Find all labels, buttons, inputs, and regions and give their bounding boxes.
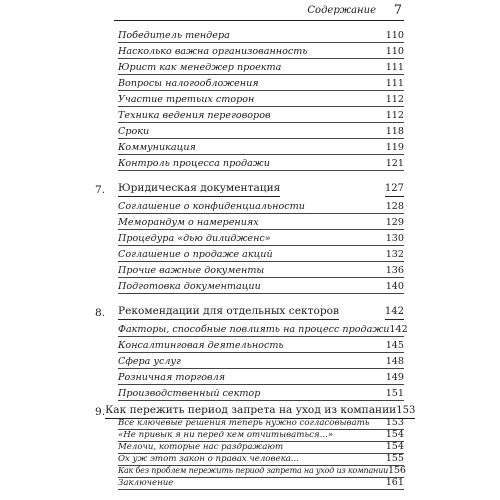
- toc-entry[interactable]: Соглашение о конфиденциальности 128: [118, 201, 404, 212]
- chapter-page: 153: [396, 404, 415, 419]
- toc-entry[interactable]: «Не привык я ни перед кем отчитываться...» 154: [118, 429, 404, 440]
- chapter-title: [118, 486, 170, 498]
- chapter-title: Как пережить период запрета на уход из компании: [105, 404, 396, 419]
- toc-entry[interactable]: Соглашение о продаже акций 132: [118, 249, 404, 260]
- chapter-page: [385, 486, 404, 498]
- toc-entry[interactable]: Победитель тендера 110: [118, 30, 404, 41]
- toc-entry[interactable]: Подготовка документации 140: [118, 281, 404, 292]
- running-title: Содержание: [307, 5, 376, 16]
- toc-entry[interactable]: Ох уж этот закон о правах человека... 155: [118, 453, 404, 464]
- chapter-title: Юридическая документация: [118, 182, 280, 197]
- toc-entry[interactable]: Заключение 161: [118, 477, 404, 488]
- toc-entry[interactable]: Юрист как менеджер проекта 111: [118, 62, 404, 73]
- toc-entry[interactable]: Консалтинговая деятельность 145: [118, 340, 404, 351]
- toc-entry[interactable]: Контроль процесса продажи 121: [118, 158, 404, 169]
- toc-chapter-8[interactable]: [95, 305, 404, 320]
- page-number: 7: [393, 3, 402, 18]
- chapter-number: 9.: [95, 406, 106, 418]
- toc-entry[interactable]: Коммуникация 119: [118, 142, 404, 153]
- toc-entry[interactable]: Как без проблем пережить период запрета на уход из компании 156: [118, 465, 406, 476]
- toc-chapter-7[interactable]: [95, 182, 404, 197]
- toc-entry[interactable]: Насколько важна организованность 110: [118, 46, 404, 57]
- chapter-number: 8.: [95, 307, 106, 319]
- toc-entry[interactable]: Розничная торговля 149: [118, 372, 404, 383]
- toc-entry[interactable]: Техника ведения переговоров 112: [118, 110, 404, 121]
- chapter-page: 142: [385, 305, 404, 320]
- toc-entry[interactable]: Факторы, способные повлиять на процесс продажи 142: [118, 324, 408, 335]
- toc-entry[interactable]: Мелочи, которые нас раздражают 154: [118, 441, 404, 452]
- toc-entry[interactable]: Прочие важные документы 136: [118, 265, 404, 276]
- chapter-number: [95, 488, 118, 498]
- toc-entry[interactable]: Вопросы налогообложения 111: [118, 78, 404, 89]
- running-header: [114, 3, 404, 21]
- chapter-page: 127: [385, 182, 404, 197]
- toc-entry[interactable]: Сфера услуг 148: [118, 356, 404, 367]
- toc-entry[interactable]: Участие третьих сторон 112: [118, 94, 404, 105]
- chapter-number: 7.: [95, 184, 106, 196]
- toc-entry[interactable]: Все ключевые решения теперь нужно согласовывать 153: [118, 417, 404, 428]
- toc-entry[interactable]: Сроки 118: [118, 126, 404, 137]
- toc-entry[interactable]: Меморандум о намерениях 129: [118, 217, 404, 228]
- chapter-title: Рекомендации для отдельных секторов: [118, 305, 339, 320]
- toc-entry[interactable]: Процедура «дью дилидженс» 130: [118, 233, 404, 244]
- toc-entry[interactable]: Производственный сектор 151: [118, 388, 404, 399]
